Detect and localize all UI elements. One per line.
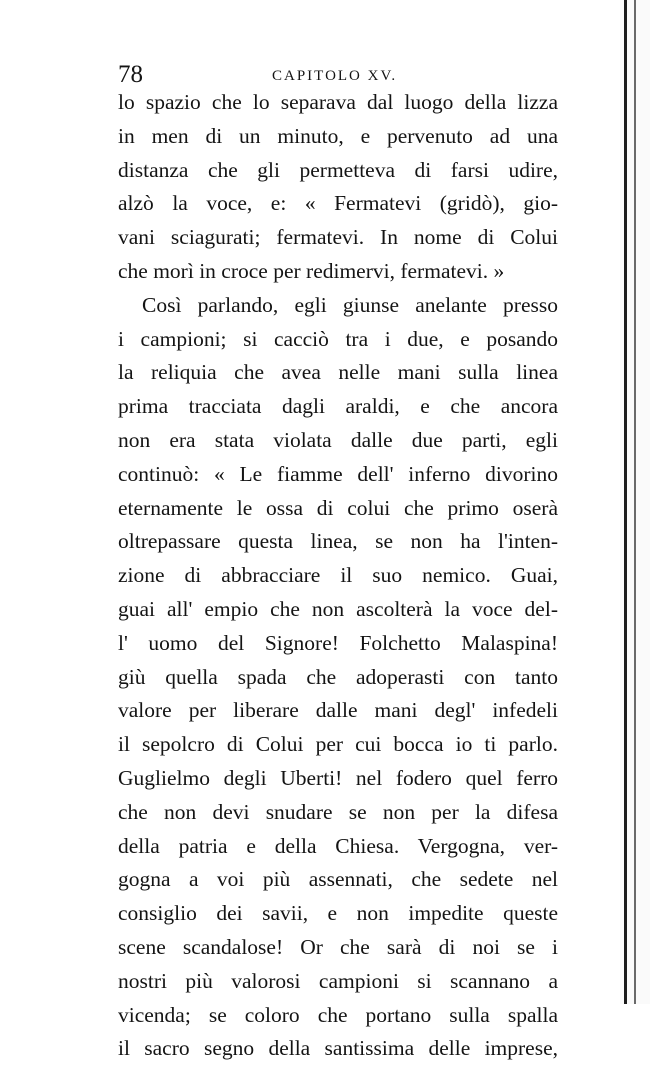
text-line: la reliquia che avea nelle mani sulla linea (118, 360, 558, 385)
text-line: in men di un minuto, e pervenuto ad una (118, 123, 558, 148)
text-line: alzò la voce, e: « Fermatevi (gridò), gio- (118, 191, 558, 216)
text-line: che morì in croce per redimervi, fermatevi. » (118, 258, 505, 283)
text-line: oltrepassare questa linea, se non ha l'inten- (118, 529, 558, 554)
text-line: vicenda; se coloro che portano sulla spalla (118, 1002, 558, 1027)
text-line: scene scandalose! Or che sarà di noi se i (118, 934, 558, 959)
text-line: distanza che gli permetteva di farsi udire, (118, 157, 558, 182)
text-line: il sacro segno della santissima delle imprese, (118, 1036, 558, 1061)
text-line: lo spazio che lo separava dal luogo della lizza (118, 90, 558, 114)
page-edge-shadow (634, 0, 636, 1004)
text-line: zione di abbracciare il suo nemico. Guai, (118, 563, 558, 588)
running-head: CAPITOLO XV. (272, 68, 398, 84)
text-line: guai all' empio che non ascolterà la voce del- (118, 596, 558, 621)
text-line: i campioni; si cacciò tra i due, e posando (118, 326, 558, 351)
text-line: Guglielmo degli Uberti! nel fodero quel ferro (118, 765, 558, 790)
text-line: nostri più valorosi campioni si scannano a (118, 968, 558, 993)
text-line: l' uomo del Signore! Folchetto Malaspina! (118, 630, 558, 655)
page-edge-line (624, 0, 627, 1004)
text-line: che non devi snudare se non per la difesa (118, 799, 558, 824)
scan-page-edge (620, 0, 650, 1004)
text-line: eternamente le ossa di colui che primo oserà (118, 495, 558, 520)
text-line: della patria e della Chiesa. Vergogna, ver- (118, 833, 558, 858)
text-line: non era stata violata dalle due parti, egli (118, 427, 558, 452)
text-line: vani sciagurati; fermatevi. In nome di Colui (118, 225, 558, 250)
text-line: gogna a voi più assennati, che sedete nel (118, 867, 558, 892)
text-line: continuò: « Le fiamme dell' inferno divorino (118, 461, 558, 486)
text-line: prima tracciata dagli araldi, e che ancora (118, 394, 558, 419)
text-line: giù quella spada che adoperasti con tanto (118, 664, 558, 689)
text-line: il sepolcro di Colui per cui bocca io ti parlo. (118, 732, 558, 757)
text-line: consiglio dei savii, e non impedite queste (118, 901, 558, 926)
body-text (118, 86, 558, 1066)
page-number: 78 (118, 61, 143, 88)
text-line: Così parlando, egli giunse anelante presso (142, 292, 558, 317)
text-line: valore per liberare dalle mani degl' infedeli (118, 698, 558, 723)
